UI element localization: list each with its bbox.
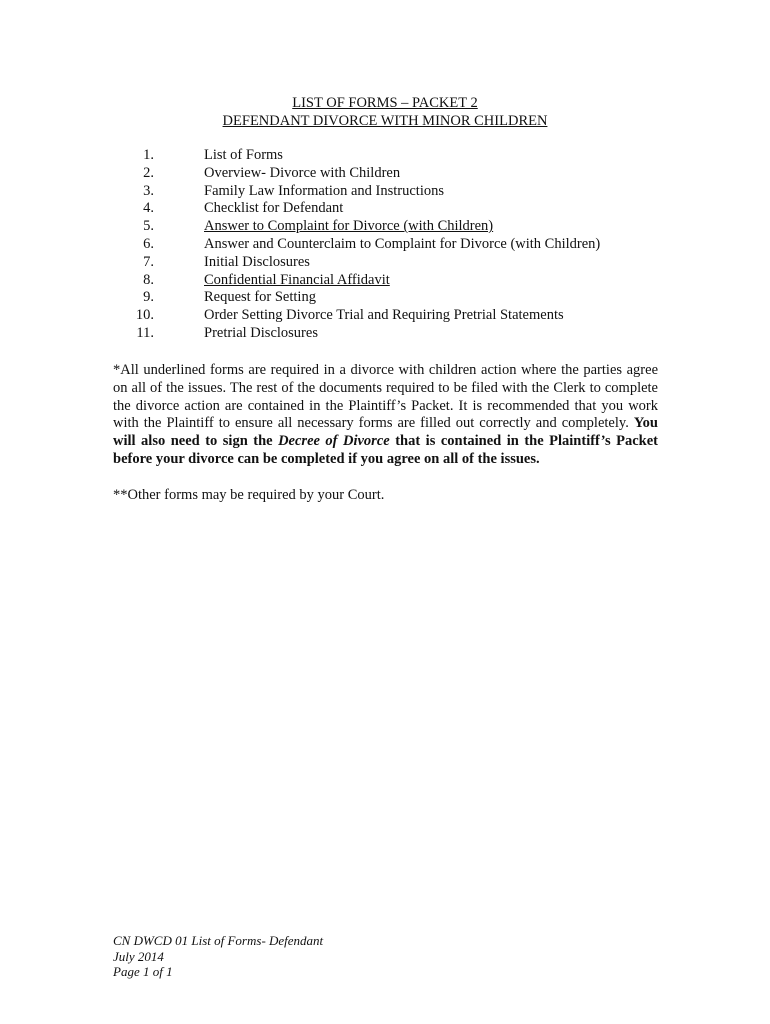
item-label: List of Forms bbox=[204, 147, 283, 163]
item-label: Answer and Counterclaim to Complaint for Divorce (with Children) bbox=[204, 235, 601, 252]
title-line-2: DEFENDANT DIVORCE WITH MINOR CHILDREN bbox=[222, 113, 548, 129]
item-number: 1. bbox=[143, 147, 154, 163]
item-number: 2. bbox=[143, 164, 154, 181]
list-item bbox=[0, 289, 770, 307]
note-bold-text: You will also need to sign the bbox=[113, 415, 658, 450]
item-number: 5. bbox=[143, 218, 154, 235]
item-label: Checklist for Defendant bbox=[204, 200, 344, 217]
list-item bbox=[0, 218, 770, 236]
forms-list bbox=[0, 147, 770, 343]
footer-form-id: CN DWCD 01 List of Forms- Defendant bbox=[113, 933, 324, 948]
item-label: Request for Setting bbox=[204, 289, 316, 306]
item-label: Family Law Information and Instructions bbox=[204, 182, 445, 199]
item-number: 10. bbox=[135, 307, 154, 324]
list-item bbox=[0, 147, 770, 165]
item-number: 7. bbox=[143, 253, 154, 270]
item-number: 6. bbox=[143, 235, 154, 252]
note-text: *All underlined forms are required in a divorce with children action where the parties agree on all of the issues. The rest of the documents required to be filed with the Clerk to complete the divorce action are contained in the Plaintiff’s Packet. It is recommended that you work with the Plaintiff to ensure all necessary forms are filled out correctly and completely. bbox=[113, 362, 658, 432]
item-label: Order Setting Divorce Trial and Requiring Pretrial Statements bbox=[204, 307, 564, 324]
item-label: Pretrial Disclosures bbox=[204, 324, 318, 341]
title-line-1: LIST OF FORMS – PACKET 2 bbox=[292, 95, 478, 111]
list-item bbox=[0, 325, 770, 343]
item-label: Initial Disclosures bbox=[204, 253, 310, 270]
item-label: Overview- Divorce with Children bbox=[204, 164, 401, 181]
item-number: 4. bbox=[143, 200, 154, 217]
footer-page-number: Page 1 of 1 bbox=[113, 964, 173, 979]
list-item bbox=[0, 307, 770, 325]
list-item bbox=[0, 272, 770, 290]
decree-of-divorce-text: Decree of Divorce bbox=[278, 433, 390, 450]
page-footer bbox=[113, 933, 323, 980]
list-item bbox=[0, 165, 770, 183]
item-label: Confidential Financial Affidavit bbox=[204, 271, 390, 288]
footer-date: July 2014 bbox=[113, 948, 164, 964]
item-label: Answer to Complaint for Divorce (with Children) bbox=[204, 218, 494, 235]
other-forms-note: **Other forms may be required by your Court. bbox=[113, 487, 385, 503]
list-item bbox=[0, 183, 770, 201]
note-bold-text-end: that is contained in the Plaintiff’s Packet before your divorce can be completed if you agree on all of the issues. bbox=[113, 433, 658, 467]
item-number: 9. bbox=[143, 289, 154, 306]
list-item bbox=[0, 236, 770, 254]
required-forms-note bbox=[113, 362, 658, 469]
document-title bbox=[0, 94, 770, 130]
item-number: 11. bbox=[136, 324, 154, 341]
list-item bbox=[0, 200, 770, 218]
item-number: 3. bbox=[143, 182, 154, 199]
item-number: 8. bbox=[143, 271, 154, 288]
list-item bbox=[0, 254, 770, 272]
